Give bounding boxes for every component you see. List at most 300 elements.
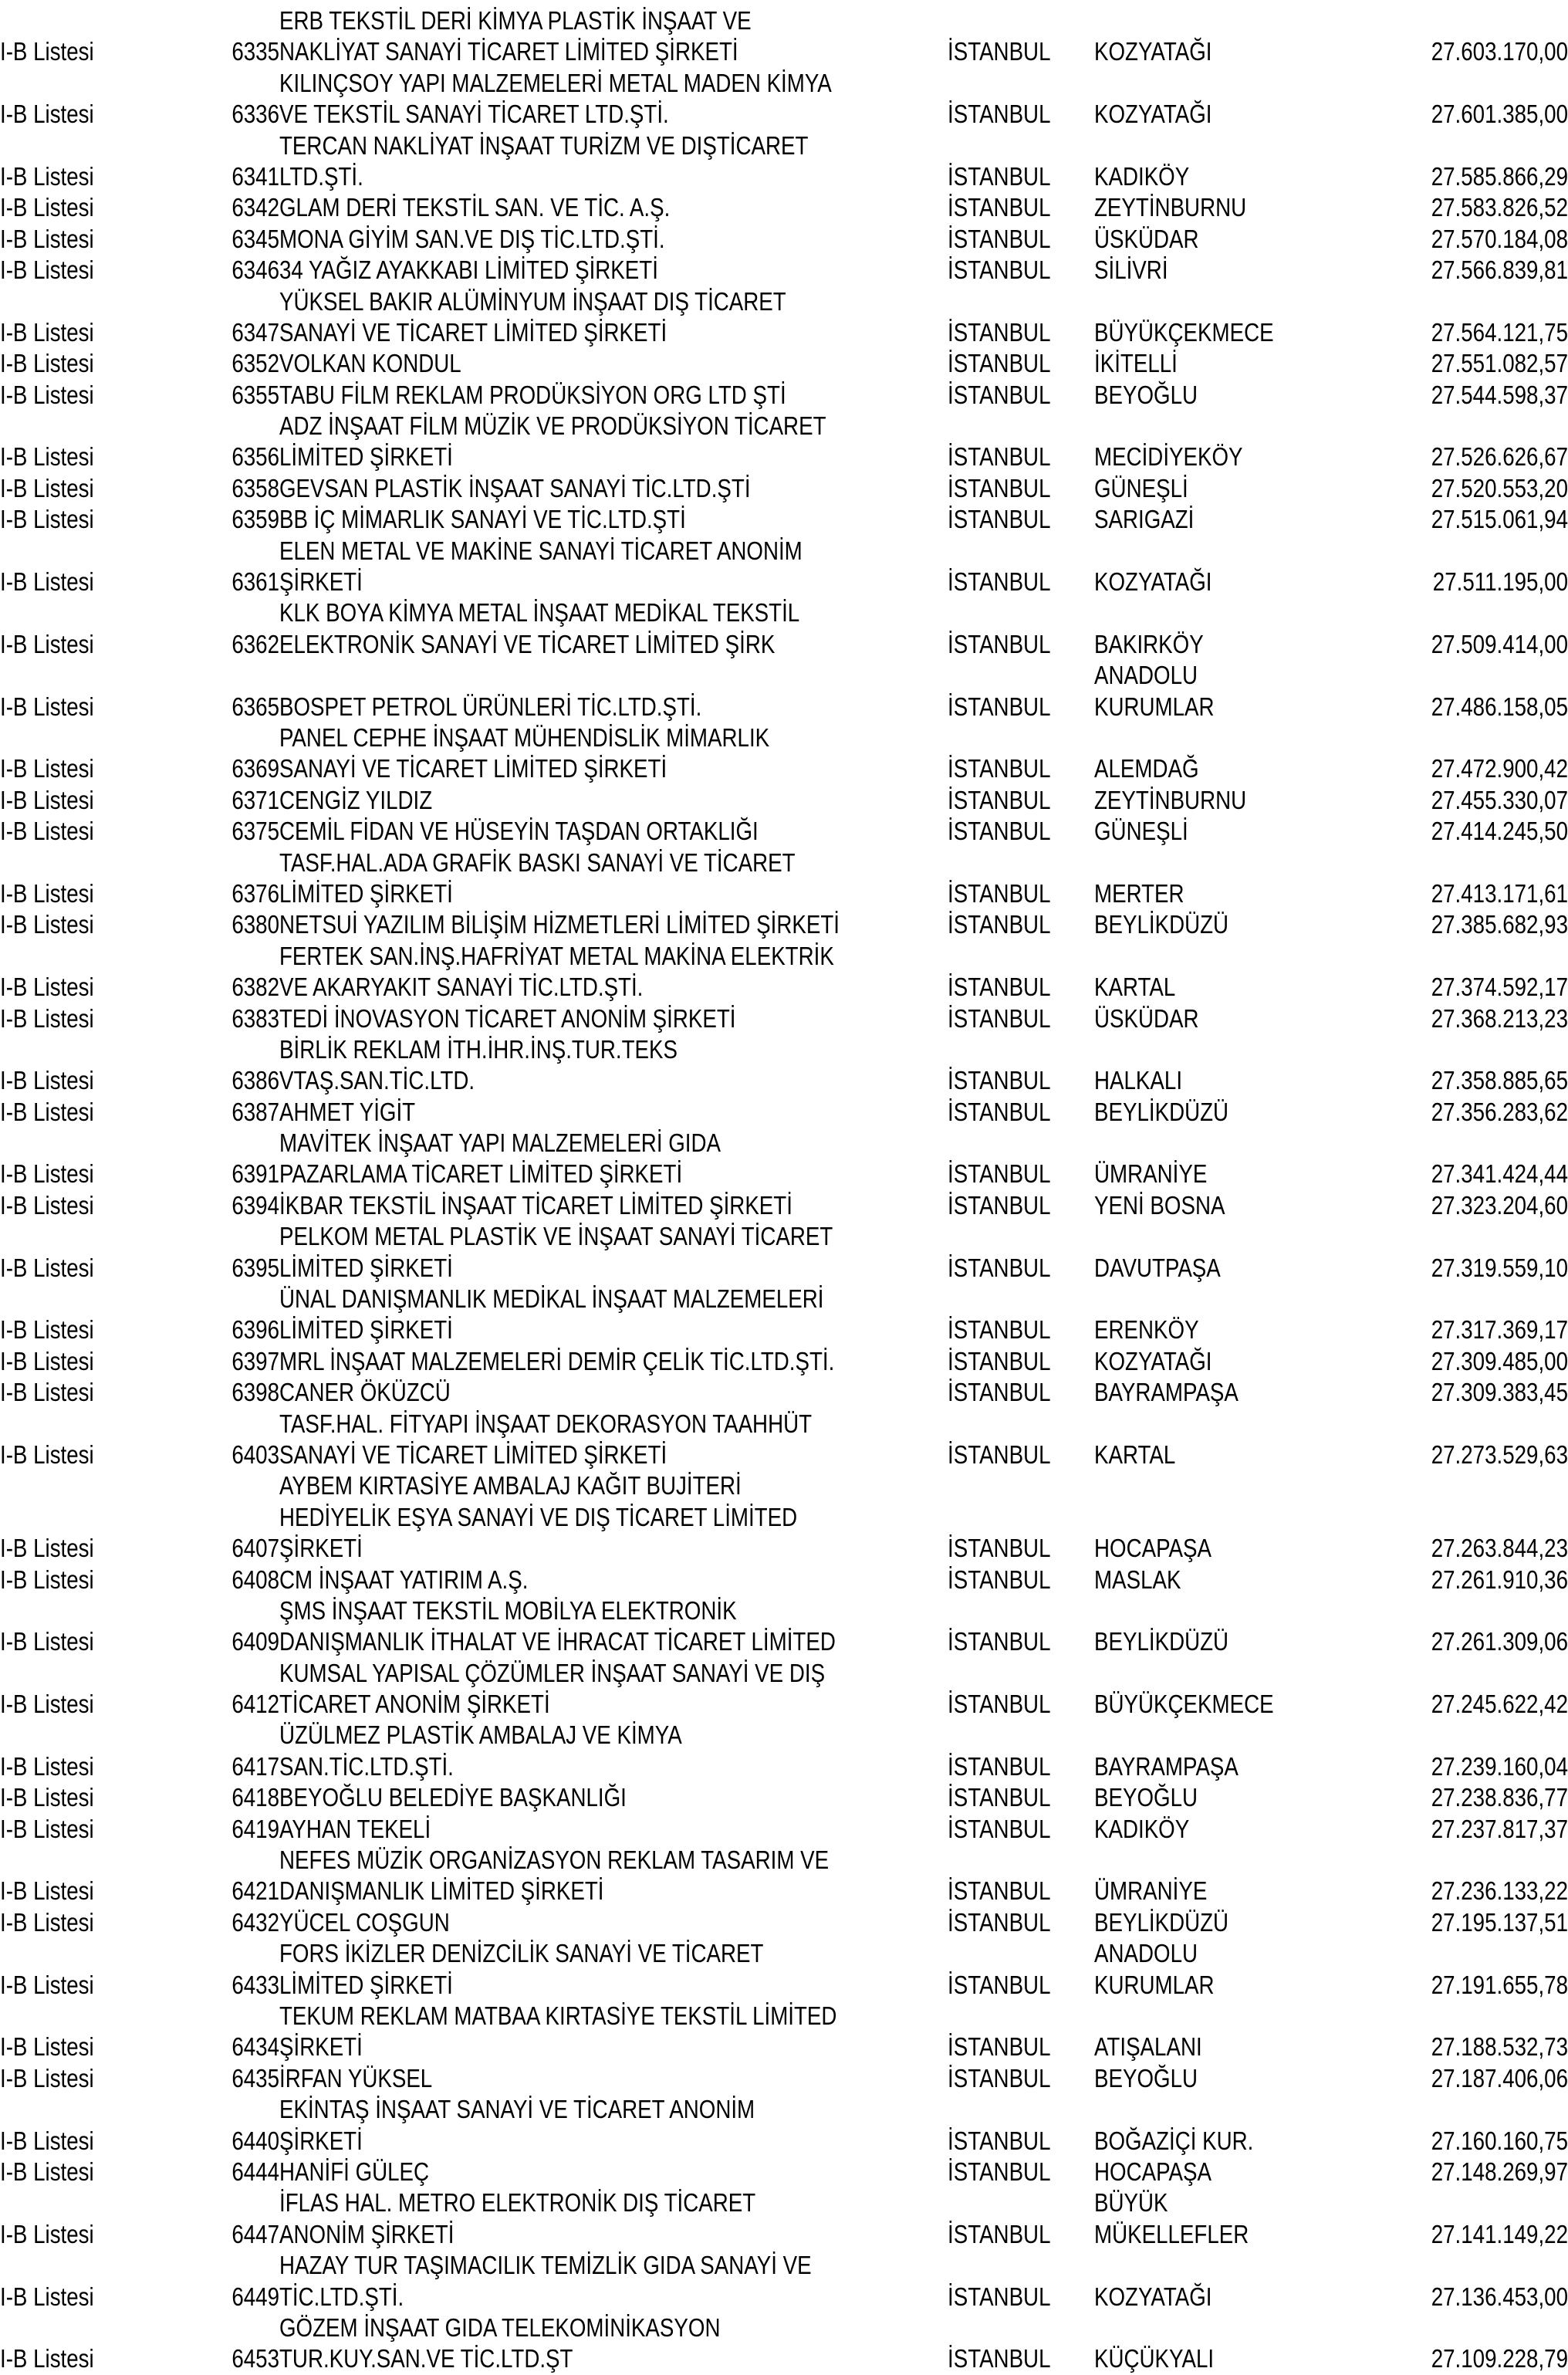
- record-number-cell: 6376: [231, 878, 279, 908]
- list-label-cell: I-B Listesi: [0, 317, 94, 347]
- company-name-cell: PANEL CEPHE İNŞAAT MÜHENDİSLİK MİMARLIK: [279, 722, 770, 752]
- city-cell: İSTANBUL: [948, 224, 1051, 253]
- city-cell: İSTANBUL: [948, 1690, 1051, 1719]
- table-row: [0, 348, 1568, 379]
- row-line: [0, 348, 1568, 379]
- city-cell: İSTANBUL: [948, 2032, 1051, 2062]
- company-name-cell: CENGİZ YILDIZ: [279, 785, 433, 814]
- city-cell: İSTANBUL: [948, 785, 1051, 814]
- table-row: [0, 1658, 1568, 1720]
- row-line: [0, 692, 1568, 722]
- table-row: [0, 1409, 1568, 1471]
- record-number-cell: 6449: [231, 2282, 279, 2311]
- list-label-cell: I-B Listesi: [0, 785, 94, 814]
- record-number-cell: 6435: [231, 2063, 279, 2093]
- list-label-cell: I-B Listesi: [0, 2063, 94, 2093]
- amount-cell: 27.160.160,75: [1431, 2126, 1568, 2155]
- company-name-cell: CEMİL FİDAN VE HÜSEYİN TAŞDAN ORTAKLIĞI: [279, 817, 759, 846]
- district-cell: KÜÇÜKYALI: [1094, 2344, 1215, 2373]
- record-number-cell: 6408: [231, 1565, 279, 1594]
- district-cell: ÜMRANİYE: [1094, 1159, 1208, 1189]
- company-name-cell: CANER ÖKÜZCÜ: [279, 1378, 451, 1407]
- amount-cell: 27.261.910,36: [1431, 1565, 1568, 1594]
- amount-cell: 27.603.170,00: [1431, 37, 1568, 66]
- row-line: [0, 2187, 1568, 2218]
- city-cell: İSTANBUL: [948, 754, 1051, 783]
- amount-cell: 27.515.061,94: [1431, 505, 1568, 534]
- record-number-cell: 6440: [231, 2126, 279, 2155]
- row-line: [0, 1284, 1568, 1314]
- list-label-cell: I-B Listesi: [0, 1440, 94, 1469]
- amount-cell: 27.486.158,05: [1431, 692, 1568, 721]
- amount-cell: 27.374.592,17: [1431, 973, 1568, 1002]
- row-line: [0, 1097, 1568, 1128]
- city-cell: İSTANBUL: [948, 1783, 1051, 1812]
- row-line: [0, 629, 1568, 660]
- list-label-cell: I-B Listesi: [0, 1378, 94, 1407]
- row-line: [0, 1253, 1568, 1284]
- record-number-cell: 6417: [231, 1751, 279, 1781]
- company-name-cell: DANIŞMANLIK LİMİTED ŞİRKETİ: [279, 1876, 604, 1906]
- list-label-cell: I-B Listesi: [0, 2126, 94, 2155]
- city-cell: İSTANBUL: [948, 1534, 1051, 1563]
- company-name-cell: PELKOM METAL PLASTİK VE İNŞAAT SANAYİ TİCARET: [279, 1222, 833, 1251]
- company-name-cell: LİMİTED ŞİRKETİ: [279, 442, 453, 472]
- district-cell: BEYOĞLU: [1094, 2063, 1198, 2093]
- amount-cell: 27.261.309,06: [1431, 1627, 1568, 1656]
- company-name-cell: TABU FİLM REKLAM PRODÜKSİYON ORG LTD ŞTİ: [279, 380, 786, 409]
- company-name-cell: VE AKARYAKIT SANAYİ TİC.LTD.ŞTİ.: [279, 973, 644, 1002]
- table-row: [0, 847, 1568, 910]
- district-cell: ANADOLU: [1094, 661, 1198, 690]
- record-number-cell: 6397: [231, 1346, 279, 1375]
- amount-cell: 27.236.133,22: [1431, 1876, 1568, 1906]
- amount-cell: 27.455.330,07: [1431, 785, 1568, 814]
- city-cell: İSTANBUL: [948, 567, 1051, 597]
- district-cell: BEYOĞLU: [1094, 1783, 1198, 1812]
- list-label-cell: I-B Listesi: [0, 2344, 94, 2373]
- company-name-cell: SANAYİ VE TİCARET LİMİTED ŞİRKETİ: [279, 1440, 667, 1469]
- table-row: [0, 1814, 1568, 1845]
- district-cell: BEYLİKDÜZÜ: [1094, 910, 1229, 939]
- city-cell: İSTANBUL: [948, 2157, 1051, 2186]
- company-name-cell: GÖZEM İNŞAAT GIDA TELEKOMİNİKASYON: [279, 2312, 721, 2342]
- table-row: [0, 2063, 1568, 2094]
- district-cell: BAKIRKÖY: [1094, 629, 1204, 658]
- company-name-cell: NETSUİ YAZILIM BİLİŞİM HİZMETLERİ LİMİTED ŞİRKETİ: [279, 910, 840, 939]
- city-cell: İSTANBUL: [948, 817, 1051, 846]
- company-name-cell: İFLAS HAL. METRO ELEKTRONİK DIŞ TİCARET: [279, 2188, 756, 2218]
- table-row: [0, 504, 1568, 535]
- company-name-cell: FERTEK SAN.İNŞ.HAFRİYAT METAL MAKİNA ELEKTRİK: [279, 941, 834, 970]
- table-row: [0, 1565, 1568, 1595]
- city-cell: İSTANBUL: [948, 1378, 1051, 1407]
- row-line: [0, 255, 1568, 286]
- table-row: [0, 1034, 1568, 1097]
- record-number-cell: 6433: [231, 1970, 279, 1999]
- record-number-cell: 6383: [231, 1003, 279, 1033]
- list-label-cell: I-B Listesi: [0, 1159, 94, 1189]
- row-line: [0, 1876, 1568, 1906]
- record-number-cell: 6335: [231, 37, 279, 66]
- table-row: [0, 2094, 1568, 2157]
- record-number-cell: 6403: [231, 1440, 279, 1469]
- amount-cell: 27.239.160,04: [1431, 1751, 1568, 1781]
- district-cell: ZEYTİNBURNU: [1094, 785, 1247, 814]
- district-cell: KOZYATAĞI: [1094, 37, 1212, 66]
- row-line: [0, 1658, 1568, 1689]
- table-row: [0, 1938, 1568, 2001]
- district-cell: BÜYÜKÇEKMECE: [1094, 1690, 1274, 1719]
- row-line: [0, 1751, 1568, 1782]
- list-label-cell: I-B Listesi: [0, 1876, 94, 1906]
- amount-cell: 27.413.171,61: [1431, 878, 1568, 908]
- record-number-cell: 6347: [231, 317, 279, 347]
- row-line: [0, 161, 1568, 192]
- row-line: [0, 567, 1568, 597]
- record-number-cell: 6409: [231, 1627, 279, 1656]
- amount-cell: 27.263.844,23: [1431, 1534, 1568, 1563]
- amount-cell: 27.526.626,67: [1431, 442, 1568, 472]
- company-name-cell: KILINÇSOY YAPI MALZEMELERİ METAL MADEN KİMYA: [279, 68, 832, 97]
- row-line: [0, 816, 1568, 847]
- city-cell: İSTANBUL: [948, 1190, 1051, 1220]
- district-cell: ZEYTİNBURNU: [1094, 193, 1247, 222]
- company-name-cell: VOLKAN KONDUL: [279, 349, 461, 378]
- record-number-cell: 6418: [231, 1783, 279, 1812]
- company-name-cell: TEKUM REKLAM MATBAA KIRTASİYE TEKSTİL LİMİTED: [279, 2001, 837, 2030]
- list-label-cell: I-B Listesi: [0, 2032, 94, 2062]
- city-cell: İSTANBUL: [948, 505, 1051, 534]
- table-row: [0, 192, 1568, 223]
- company-name-cell: TASF.HAL.ADA GRAFİK BASKI SANAYİ VE TİCARET: [279, 847, 796, 877]
- city-cell: İSTANBUL: [948, 1876, 1051, 1906]
- amount-cell: 27.323.204,60: [1431, 1190, 1568, 1220]
- district-cell: DAVUTPAŞA: [1094, 1253, 1221, 1282]
- company-name-cell: ADZ İNŞAAT FİLM MÜZİK VE PRODÜKSİYON TİCARET: [279, 411, 826, 441]
- list-label-cell: I-B Listesi: [0, 1814, 94, 1843]
- record-number-cell: 6447: [231, 2219, 279, 2248]
- city-cell: İSTANBUL: [948, 2219, 1051, 2248]
- amount-cell: 27.601.385,00: [1431, 100, 1568, 129]
- amount-cell: 27.187.406,06: [1431, 2063, 1568, 2093]
- city-cell: İSTANBUL: [948, 1565, 1051, 1594]
- amount-cell: 27.238.836,77: [1431, 1783, 1568, 1812]
- record-number-cell: 6421: [231, 1876, 279, 1906]
- row-line: [0, 1314, 1568, 1345]
- row-line: [0, 785, 1568, 816]
- amount-cell: 27.564.121,75: [1431, 317, 1568, 347]
- city-cell: İSTANBUL: [948, 161, 1051, 191]
- city-cell: İSTANBUL: [948, 1159, 1051, 1189]
- row-line: [0, 1065, 1568, 1096]
- district-cell: BÜYÜK: [1094, 2188, 1168, 2218]
- record-number-cell: 6387: [231, 1097, 279, 1126]
- amount-cell: 27.148.269,97: [1431, 2157, 1568, 2186]
- row-line: [0, 286, 1568, 317]
- table-row: [0, 380, 1568, 411]
- table-row: [0, 785, 1568, 816]
- row-line: [0, 1626, 1568, 1657]
- list-label-cell: I-B Listesi: [0, 1066, 94, 1095]
- amount-cell: 27.551.082,57: [1431, 349, 1568, 378]
- district-cell: MECİDİYEKÖY: [1094, 442, 1243, 472]
- list-label-cell: I-B Listesi: [0, 349, 94, 378]
- record-number-cell: 6380: [231, 910, 279, 939]
- row-line: [0, 941, 1568, 972]
- amount-cell: 27.273.529,63: [1431, 1440, 1568, 1469]
- row-line: [0, 1595, 1568, 1626]
- row-line: [0, 442, 1568, 472]
- district-cell: KOZYATAĞI: [1094, 100, 1212, 129]
- city-cell: İSTANBUL: [948, 1066, 1051, 1095]
- record-number-cell: 6375: [231, 817, 279, 846]
- row-line: [0, 1440, 1568, 1470]
- amount-cell: 27.317.369,17: [1431, 1315, 1568, 1345]
- company-name-cell: AYHAN TEKELİ: [279, 1814, 431, 1843]
- row-line: [0, 2312, 1568, 2343]
- company-name-cell: LİMİTED ŞİRKETİ: [279, 1970, 453, 1999]
- row-line: [0, 1814, 1568, 1845]
- district-cell: BÜYÜKÇEKMECE: [1094, 317, 1274, 347]
- record-number-cell: 6359: [231, 505, 279, 534]
- city-cell: İSTANBUL: [948, 317, 1051, 347]
- company-name-cell: ŞİRKETİ: [279, 567, 363, 597]
- list-label-cell: I-B Listesi: [0, 1346, 94, 1375]
- company-name-cell: SANAYİ VE TİCARET LİMİTED ŞİRKETİ: [279, 754, 667, 783]
- row-line: [0, 2343, 1568, 2374]
- list-label-cell: I-B Listesi: [0, 817, 94, 846]
- amount-cell: 27.385.682,93: [1431, 910, 1568, 939]
- row-line: [0, 2250, 1568, 2281]
- record-number-cell: 6336: [231, 100, 279, 129]
- record-number-cell: 6386: [231, 1066, 279, 1095]
- record-number-cell: 6434: [231, 2032, 279, 2062]
- row-line: [0, 1565, 1568, 1595]
- table-row: [0, 1221, 1568, 1284]
- record-number-cell: 6371: [231, 785, 279, 814]
- district-cell: YENİ BOSNA: [1094, 1190, 1225, 1220]
- row-line: [0, 1221, 1568, 1252]
- amount-cell: 27.141.149,22: [1431, 2219, 1568, 2248]
- row-line: [0, 2094, 1568, 2125]
- company-name-cell: YÜKSEL BAKIR ALÜMİNYUM İNŞAAT DIŞ TİCARET: [279, 286, 786, 316]
- district-cell: BEYLİKDÜZÜ: [1094, 1097, 1229, 1126]
- row-line: [0, 847, 1568, 878]
- company-name-cell: HANİFİ GÜLEÇ: [279, 2157, 430, 2186]
- list-label-cell: I-B Listesi: [0, 1970, 94, 1999]
- table-row: [0, 536, 1568, 598]
- amount-cell: 27.544.598,37: [1431, 380, 1568, 409]
- row-line: [0, 1377, 1568, 1408]
- city-cell: İSTANBUL: [948, 1315, 1051, 1345]
- company-name-cell: ŞİRKETİ: [279, 1534, 363, 1563]
- record-number-cell: 6412: [231, 1690, 279, 1719]
- district-cell: ALEMDAĞ: [1094, 754, 1199, 783]
- table-row: [0, 473, 1568, 504]
- city-cell: İSTANBUL: [948, 910, 1051, 939]
- table-row: [0, 1284, 1568, 1346]
- company-name-cell: TASF.HAL. FİTYAPI İNŞAAT DEKORASYON TAAHHÜT: [279, 1409, 813, 1438]
- company-name-cell: CM İNŞAAT YATIRIM A.Ş.: [279, 1565, 529, 1594]
- amount-cell: 27.570.184,08: [1431, 224, 1568, 253]
- district-cell: BEYOĞLU: [1094, 380, 1198, 409]
- district-cell: ÜSKÜDAR: [1094, 224, 1199, 253]
- amount-cell: 27.245.622,42: [1431, 1690, 1568, 1719]
- list-label-cell: I-B Listesi: [0, 1907, 94, 1937]
- record-number-cell: 6355: [231, 380, 279, 409]
- row-line: [0, 1720, 1568, 1751]
- table-row: [0, 1128, 1568, 1190]
- company-name-cell: GLAM DERİ TEKSTİL SAN. VE TİC. A.Ş.: [279, 193, 671, 222]
- row-line: [0, 504, 1568, 535]
- company-name-cell: MONA GİYİM SAN.VE DIŞ TİC.LTD.ŞTİ.: [279, 224, 665, 253]
- row-line: [0, 380, 1568, 411]
- table-row: [0, 224, 1568, 255]
- amount-cell: 27.509.414,00: [1431, 629, 1568, 658]
- row-line: [0, 878, 1568, 909]
- record-number-cell: 6341: [231, 161, 279, 191]
- company-name-cell: BOSPET PETROL ÜRÜNLERİ TİC.LTD.ŞTİ.: [279, 692, 702, 721]
- list-label-cell: I-B Listesi: [0, 910, 94, 939]
- district-cell: ÜMRANİYE: [1094, 1876, 1208, 1906]
- company-name-cell: ÜZÜLMEZ PLASTİK AMBALAJ VE KİMYA: [279, 1720, 682, 1750]
- district-cell: MERTER: [1094, 878, 1184, 908]
- table-row: [0, 1003, 1568, 1034]
- row-line: [0, 1502, 1568, 1533]
- list-label-cell: I-B Listesi: [0, 1190, 94, 1220]
- district-cell: KOZYATAĞI: [1094, 1346, 1212, 1375]
- list-label-cell: I-B Listesi: [0, 380, 94, 409]
- amount-cell: 27.109.228,79: [1431, 2344, 1568, 2373]
- company-name-cell: SAN.TİC.LTD.ŞTİ.: [279, 1751, 454, 1781]
- row-line: [0, 1190, 1568, 1221]
- company-name-cell: 34 YAĞIZ AYAKKABI LİMİTED ŞİRKETİ: [279, 255, 658, 285]
- city-cell: İSTANBUL: [948, 193, 1051, 222]
- city-cell: İSTANBUL: [948, 2063, 1051, 2093]
- record-number-cell: 6382: [231, 973, 279, 1002]
- district-cell: HOCAPAŞA: [1094, 2157, 1211, 2186]
- company-name-cell: ELEKTRONİK SANAYİ VE TİCARET LİMİTED ŞİRK: [279, 629, 776, 658]
- table-row: [0, 2001, 1568, 2063]
- row-line: [0, 1346, 1568, 1377]
- amount-cell: 27.472.900,42: [1431, 754, 1568, 783]
- record-number-cell: 6345: [231, 224, 279, 253]
- district-cell: KURUMLAR: [1094, 692, 1215, 721]
- amount-cell: 27.341.424,44: [1431, 1159, 1568, 1189]
- company-name-cell: LTD.ŞTİ.: [279, 161, 363, 191]
- district-cell: MÜKELLEFLER: [1094, 2219, 1249, 2248]
- company-name-cell: ŞMS İNŞAAT TEKSTİL MOBİLYA ELEKTRONİK: [279, 1595, 737, 1625]
- company-name-cell: EKİNTAŞ İNŞAAT SANAYİ VE TİCARET ANONİM: [279, 2095, 755, 2124]
- list-label-cell: I-B Listesi: [0, 255, 94, 285]
- company-name-cell: ÜNAL DANIŞMANLIK MEDİKAL İNŞAAT MALZEMELERİ: [279, 1284, 824, 1314]
- district-cell: İKİTELLİ: [1094, 349, 1178, 378]
- district-cell: HOCAPAŞA: [1094, 1534, 1211, 1563]
- company-name-cell: ERB TEKSTİL DERİ KİMYA PLASTİK İNŞAAT VE: [279, 6, 752, 35]
- row-line: [0, 1034, 1568, 1065]
- district-cell: KARTAL: [1094, 1440, 1176, 1469]
- list-label-cell: I-B Listesi: [0, 37, 94, 66]
- district-cell: BAYRAMPAŞA: [1094, 1378, 1239, 1407]
- row-line: [0, 2219, 1568, 2250]
- row-line: [0, 536, 1568, 567]
- amount-cell: 27.583.826,52: [1431, 193, 1568, 222]
- row-line: [0, 224, 1568, 255]
- company-name-cell: HEDİYELİK EŞYA SANAYİ VE DIŞ TİCARET LİMİTED: [279, 1502, 798, 1531]
- row-line: [0, 2282, 1568, 2312]
- record-number-cell: 6391: [231, 1159, 279, 1189]
- table-row: [0, 2312, 1568, 2375]
- list-label-cell: I-B Listesi: [0, 1253, 94, 1282]
- company-name-cell: KUMSAL YAPISAL ÇÖZÜMLER İNŞAAT SANAYİ VE DIŞ: [279, 1658, 826, 1687]
- record-number-cell: 6352: [231, 349, 279, 378]
- amount-cell: 27.188.532,73: [1431, 2032, 1568, 2062]
- city-cell: İSTANBUL: [948, 1003, 1051, 1033]
- list-label-cell: I-B Listesi: [0, 1315, 94, 1345]
- table-row: [0, 255, 1568, 286]
- company-name-cell: FORS İKİZLER DENİZCİLİK SANAYİ VE TİCARET: [279, 1939, 764, 1968]
- row-line: [0, 2157, 1568, 2187]
- row-line: [0, 1003, 1568, 1034]
- record-number-cell: 6369: [231, 754, 279, 783]
- list-label-cell: I-B Listesi: [0, 1003, 94, 1033]
- list-label-cell: I-B Listesi: [0, 473, 94, 502]
- district-cell: KOZYATAĞI: [1094, 2282, 1212, 2311]
- table-row: [0, 2250, 1568, 2312]
- company-name-cell: VE TEKSTİL SANAYİ TİCARET LTD.ŞTİ.: [279, 100, 669, 129]
- company-name-cell: İKBAR TEKSTİL İNŞAAT TİCARET LİMİTED ŞİRKETİ: [279, 1190, 792, 1220]
- amount-cell: 27.414.245,50: [1431, 817, 1568, 846]
- city-cell: İSTANBUL: [948, 878, 1051, 908]
- list-label-cell: I-B Listesi: [0, 1690, 94, 1719]
- row-line: [0, 1907, 1568, 1938]
- amount-cell: 27.309.485,00: [1431, 1346, 1568, 1375]
- company-name-cell: LİMİTED ŞİRKETİ: [279, 878, 453, 908]
- city-cell: İSTANBUL: [948, 1253, 1051, 1282]
- district-cell: SİLİVRİ: [1094, 255, 1168, 285]
- city-cell: İSTANBUL: [948, 1814, 1051, 1843]
- district-cell: MASLAK: [1094, 1565, 1181, 1594]
- row-line: [0, 36, 1568, 67]
- row-line: [0, 1689, 1568, 1720]
- list-label-cell: I-B Listesi: [0, 224, 94, 253]
- city-cell: İSTANBUL: [948, 629, 1051, 658]
- list-label-cell: I-B Listesi: [0, 193, 94, 222]
- amount-cell: 27.566.839,81: [1431, 255, 1568, 285]
- city-cell: İSTANBUL: [948, 2126, 1051, 2155]
- row-line: [0, 1409, 1568, 1440]
- record-number-cell: 6361: [231, 567, 279, 597]
- row-line: [0, 68, 1568, 99]
- company-name-cell: ANONİM ŞİRKETİ: [279, 2219, 455, 2248]
- city-cell: İSTANBUL: [948, 692, 1051, 721]
- record-number-cell: 6346: [231, 255, 279, 285]
- amount-cell: 27.368.213,23: [1431, 1003, 1568, 1033]
- table-row: [0, 1097, 1568, 1128]
- amount-cell: 27.511.195,00: [1432, 567, 1568, 597]
- row-line: [0, 972, 1568, 1003]
- city-cell: İSTANBUL: [948, 1751, 1051, 1781]
- company-name-cell: TEDİ İNOVASYON TİCARET ANONİM ŞİRKETİ: [279, 1003, 736, 1033]
- company-name-cell: VTAŞ.SAN.TİC.LTD.: [279, 1066, 475, 1095]
- amount-cell: 27.585.866,29: [1431, 161, 1568, 191]
- list-label-cell: I-B Listesi: [0, 1783, 94, 1812]
- table-row: [0, 909, 1568, 940]
- list-label-cell: I-B Listesi: [0, 973, 94, 1002]
- company-name-cell: HAZAY TUR TAŞIMACILIK TEMİZLİK GIDA SANAYİ VE: [279, 2251, 812, 2280]
- list-label-cell: I-B Listesi: [0, 1627, 94, 1656]
